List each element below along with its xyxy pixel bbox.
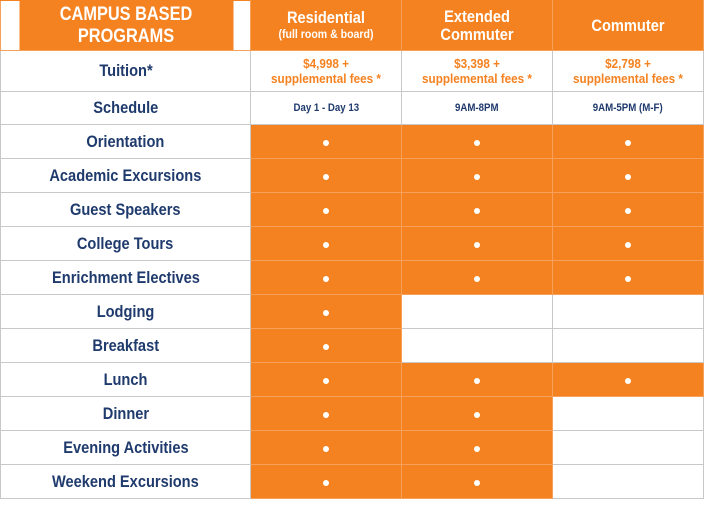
column-name: Residential [286,8,365,27]
included-dot-icon [474,480,480,486]
included-cell [251,397,402,431]
included-dot-icon [474,208,480,214]
price-fees: supplemental fees * [422,71,532,86]
row-label [1,295,251,329]
feature-label: Lunch [103,369,148,389]
row-label [1,51,251,92]
included-dot-icon [474,174,480,180]
included-dot-icon [625,378,631,384]
row-label [1,465,251,499]
not-included-cell [553,329,704,363]
row-label [1,397,251,431]
included-dot-icon [474,242,480,248]
not-included-cell [553,431,704,465]
feature-label: Weekend Excursions [52,471,199,491]
included-dot-icon [323,310,329,316]
included-cell [251,329,402,363]
included-dot-icon [323,140,329,146]
column-subtitle: (full room & board) [278,27,374,41]
included-cell [402,397,553,431]
feature-row [1,227,704,261]
column-header-commuter [553,1,704,51]
included-dot-icon [323,412,329,418]
included-dot-icon [625,276,631,282]
schedule-value: 9AM-8PM [455,102,499,114]
feature-label: College Tours [77,233,174,253]
included-cell [553,159,704,193]
schedule-cell [553,92,704,125]
row-label [1,329,251,363]
included-dot-icon [323,276,329,282]
schedule-value: 9AM-5PM (M-F) [593,102,663,114]
price-fees: supplemental fees * [271,71,381,86]
feature-label: Evening Activities [62,437,189,457]
schedule-label: Schedule [92,98,159,117]
row-label [1,363,251,397]
price-fees: supplemental fees * [573,71,683,86]
included-cell [251,363,402,397]
included-cell [251,261,402,295]
feature-label: Guest Speakers [70,199,181,219]
not-included-cell [553,295,704,329]
included-cell [402,227,553,261]
included-dot-icon [474,412,480,418]
feature-row [1,329,704,363]
feature-row [1,261,704,295]
included-dot-icon [323,480,329,486]
price-cell [553,51,704,92]
feature-row [1,431,704,465]
included-cell [402,363,553,397]
included-dot-icon [323,344,329,350]
schedule-cell [251,92,402,125]
row-label [1,92,251,125]
column-name: Extended Commuter [440,6,514,44]
included-dot-icon [474,140,480,146]
feature-row [1,125,704,159]
schedule-row [1,92,704,125]
included-cell [553,363,704,397]
price-cell [402,51,553,92]
included-cell [251,125,402,159]
price-amount: $3,398 + [454,56,500,71]
price-amount: $2,798 + [605,56,651,71]
feature-row [1,295,704,329]
included-dot-icon [625,208,631,214]
included-dot-icon [625,174,631,180]
programs-title: CAMPUS BASED PROGRAMS [18,1,233,51]
feature-row [1,465,704,499]
included-cell [402,125,553,159]
feature-label: Dinner [102,403,149,423]
included-cell [402,193,553,227]
not-included-cell [553,397,704,431]
table-body [1,1,704,499]
row-label [1,431,251,465]
price-cell [251,51,402,92]
included-cell [553,261,704,295]
tuition-row [1,51,704,92]
feature-row [1,397,704,431]
feature-row [1,193,704,227]
feature-label: Enrichment Electives [51,267,200,287]
included-cell [251,159,402,193]
included-cell [402,465,553,499]
included-cell [553,193,704,227]
included-dot-icon [474,446,480,452]
column-header-extended-commuter [402,1,553,51]
included-cell [553,227,704,261]
feature-row [1,363,704,397]
included-cell [402,159,553,193]
included-dot-icon [323,446,329,452]
included-cell [402,431,553,465]
included-cell [251,227,402,261]
schedule-value: Day 1 - Day 13 [293,102,359,114]
included-dot-icon [625,140,631,146]
included-cell [251,465,402,499]
feature-row [1,159,704,193]
feature-label: Orientation [86,131,165,151]
not-included-cell [402,295,553,329]
row-label [1,193,251,227]
price-amount: $4,998 + [303,56,349,71]
row-label [1,261,251,295]
column-name: Commuter [591,15,665,35]
included-cell [553,125,704,159]
included-cell [251,193,402,227]
feature-label: Lodging [96,301,155,321]
feature-label: Academic Excursions [49,165,202,185]
included-dot-icon [323,208,329,214]
included-cell [402,261,553,295]
included-dot-icon [625,242,631,248]
row-label [1,159,251,193]
included-dot-icon [323,174,329,180]
not-included-cell [553,465,704,499]
tuition-label: Tuition* [98,61,153,80]
included-dot-icon [323,242,329,248]
schedule-cell [402,92,553,125]
included-cell [251,295,402,329]
column-header-residential [251,1,402,51]
included-dot-icon [323,378,329,384]
header-row [1,1,704,51]
included-dot-icon [474,276,480,282]
feature-label: Breakfast [92,335,159,355]
included-cell [251,431,402,465]
row-label [1,227,251,261]
row-label [1,125,251,159]
included-dot-icon [474,378,480,384]
not-included-cell [402,329,553,363]
